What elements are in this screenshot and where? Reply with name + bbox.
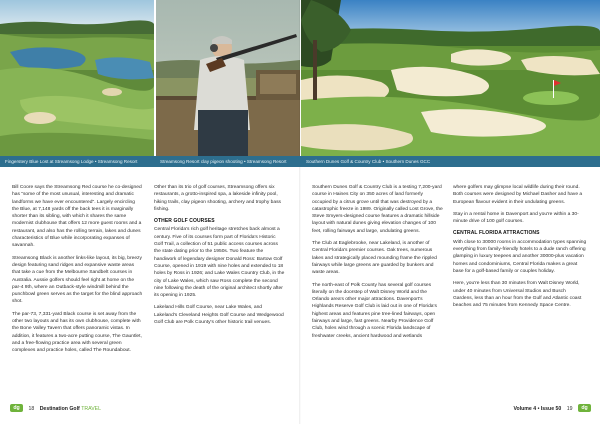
streamsong-golf-photo — [0, 0, 154, 156]
section-heading-other-golf-courses: OTHER GOLF COURSES — [154, 218, 215, 225]
southern-dunes-photo — [301, 0, 600, 156]
photo-caption-middle: Streamsong Resort clay pigeon shooting • Streamsong Resort — [160, 159, 287, 164]
text-column-3 — [312, 184, 443, 345]
clay-shooting-photo — [156, 0, 300, 156]
page-gutter — [299, 0, 301, 424]
paragraph: Lakeland Hills Golf Course, near Lake Wales, and Lakeland's Cleveland Heights Golf Course and Wedgewood Golf Club are Polk County's other historic trail venues. — [154, 305, 284, 326]
paragraph: Southern Dunes Golf & Country Club is a testing 7,200-yard course in Haines City on 350 acres of land formerly occupied by a citrus grove until that was destroyed by a catastrophic freeze in 1989. Originally called Lost Grove, the Steve Smyers-designed course features a dramatic hillside layout with natural dunes giving elevation changes of 100 feet, rolling fairways and large, undulating greens. — [312, 185, 443, 234]
footer-left — [10, 403, 101, 415]
paragraph: With close to 30000 rooms in accommodation types spanning everything from family-friendly hotels to a dude ranch offering glamping in luxury teepees and another 30000-plus vacation homes and condominiums, Central Florida makes a great base for a golf-based family or couples holiday. — [453, 239, 587, 274]
dg-logo: dg — [578, 404, 591, 412]
issue-label: Volume 4 • Issue 50 — [513, 406, 562, 412]
brand-main: Destination Golf — [39, 406, 80, 412]
paragraph: Other than its trio of golf courses, Streamsong offers six restaurants, a grotto-inspired spa, a lakeside infinity pool, hiking trails, clay pigeon shooting, archery and trophy bass fishing. — [154, 185, 281, 212]
footer-right — [513, 403, 591, 415]
paragraph: Streamsong Black is another links-like layout, its big, breezy design featuring sand ridges and expansive waste areas that take a cue from the Melbourne Sandbelt courses in Australia. Aussie golfers should feel right at home on the par-4 9th, where an Outback-style windmill behind the punchbowl green serves as the target for the blind approach shot. — [12, 255, 143, 305]
photo-caption-left: Fingerstery Blue Lost at Streamsong Lodge • Streamsong Resort — [5, 159, 138, 164]
paragraph: Stay in a rental home in Davenport and you're within a 30-minute drive of 100 golf courses. — [453, 211, 579, 225]
paragraph: where golfers may glimpse local wildlife during their round. Both courses were designed by Michael Dasher and have a European flavour evident in their undulating greens. — [453, 185, 583, 205]
paragraph: The north-east of Polk County has several golf courses literally on the doorstep of Walt Disney World and the Orlando area's other major attractions. Davenport's Highlands Reserve Golf Club is laid out in one of Florida's highest areas and features pine tree-lined fairways, open fairways and large, fast greens. Nearby Providence Golf Club, holes wind through a scenic Florida landscape of freshwater creeks, ancient hardwood and wetlands — [312, 282, 437, 339]
paragraph: The par-73, 7,331-yard Black course is set away from the other two layouts and has its own clubhouse, complete with the Bone Valley Tavern that offers panoramic vistas. In addition, it features a two-acre putting course, The Gauntlet, and a free-flowing practice area with several green complexes and practice holes, called The Roundabout. — [12, 311, 142, 354]
page-number-left: 18 — [28, 406, 35, 412]
paragraph: The Club at Eaglebrooke, near Lakeland, is another of Central Florida's premier courses. Oak trees, numerous lakes and strategically placed mounding frame the rippled fairways while large greens are guarded by bunkers and waste areas. — [312, 241, 437, 276]
section-heading-central-florida-attractions: CENTRAL FLORIDA ATTRACTIONS — [453, 230, 540, 237]
paragraph: Central Florida's rich golf heritage stretches back almost a century. Five of its courses form part of Florida's Historic Golf Trail, a collection of 51 public access courses across the state dating prior to the 1950s. Two feature the handiwork of legendary designer Donald Ross: Bartow Golf Course, opened in 1919 with nine holes and extended to 18 holes by Ross in 1926; and Lake Wales Country Club, in the city of Lake Wales, which saw Ross complete the second nine following the death of the original architect shortly after its opening in 1925. — [154, 227, 285, 299]
dg-logo: dg — [10, 404, 23, 412]
brand-accent: TRAVEL — [81, 406, 101, 412]
paragraph: Bill Coore says the Streamsong Red course he co-designed has "some of the most unusual, interesting and dramatic landforms we have ever encountered". Largely encircling the Blue, at 7,148 yards off the back tees it is marginally shorter than its sibling, with which it shares the same modernist clubhouse that offers 12 more guest rooms and a restaurant, and also has the rolling terrain, lakes and dunes characteristics of Blue while incorporating expanses of savannah. — [12, 185, 142, 249]
page-number-right: 19 — [566, 406, 573, 412]
text-column-1 — [12, 184, 143, 360]
paragraph: Here, you're less than 30 minutes from Walt Disney World, under 40 minutes from Universal Studios and Busch Gardens, less than an hour from the Gulf and Atlantic coast beaches and 75 minutes from Kennedy Space Centre. — [453, 281, 582, 309]
text-column-2 — [154, 184, 285, 331]
publication-name — [40, 406, 101, 412]
text-column-4 — [453, 184, 587, 314]
photo-caption-right: Southern Dunes Golf & Country Club • Southern Dunes GCC — [306, 159, 431, 164]
